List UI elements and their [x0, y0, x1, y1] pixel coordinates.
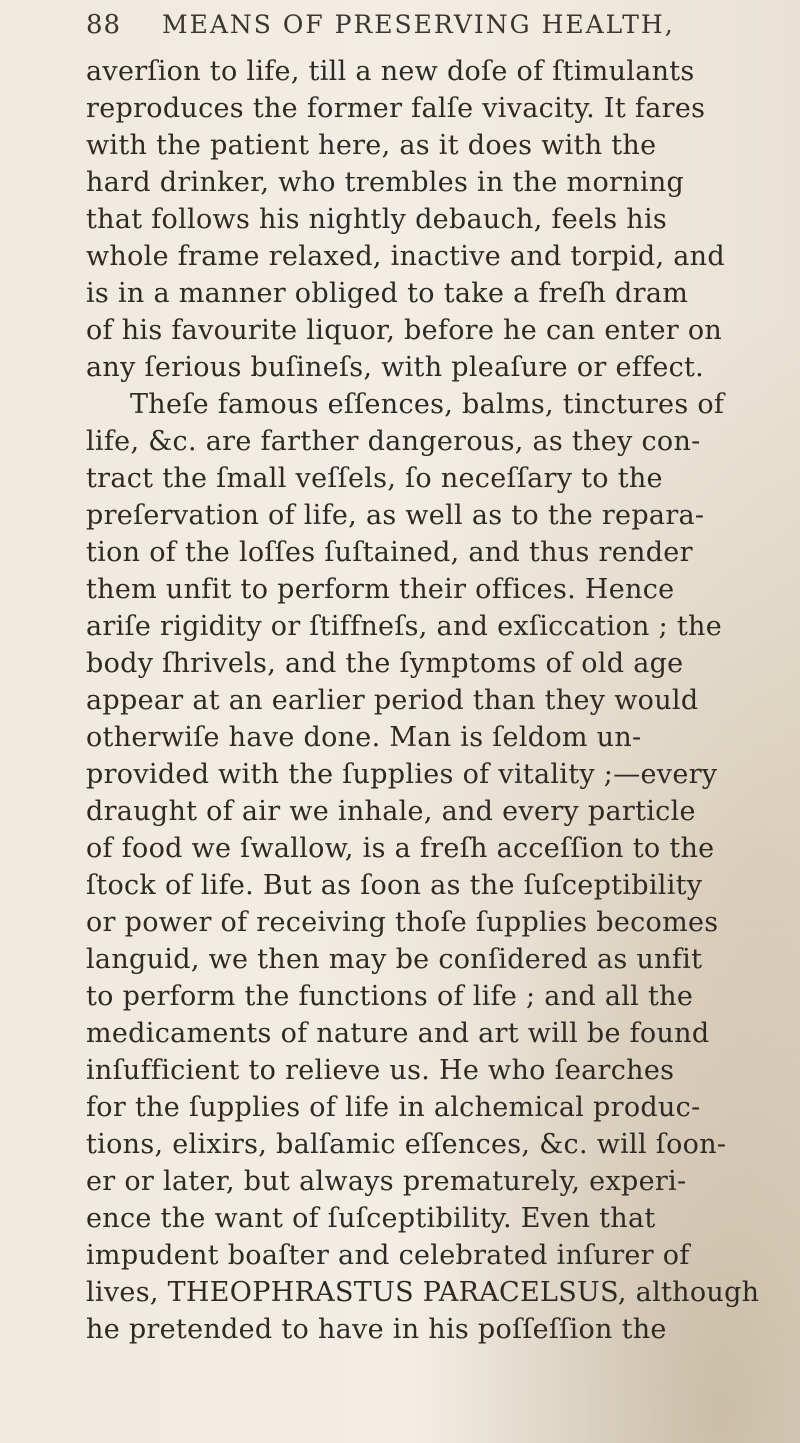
- text-line: ence the want of ſuſceptibility. Even that: [86, 1203, 656, 1234]
- body-text: [0, 56, 800, 1386]
- text-line: is in a manner obliged to take a freſh dram: [86, 278, 689, 309]
- text-line: with the patient here, as it does with the: [86, 130, 657, 161]
- text-line: reproduces the former falſe vivacity. It fares: [86, 93, 706, 124]
- text-line: body ſhrivels, and the ſymptoms of old age: [86, 648, 684, 679]
- text-line: that follows his nightly debauch, feels his: [86, 204, 668, 235]
- text-line: impudent boaſter and celebrated inſurer of: [86, 1240, 690, 1271]
- text-line: preſervation of life, as well as to the repara-: [86, 500, 705, 531]
- text-line: appear at an earlier period than they would: [86, 685, 699, 716]
- text-line: ſtock of life. But as ſoon as the ſuſceptibility: [86, 870, 703, 901]
- text-line: or power of receiving thoſe ſupplies becomes: [86, 907, 719, 938]
- text-line: of food we ſwallow, is a freſh acceſſion to the: [86, 833, 715, 864]
- text-line: tract the ſmall veſſels, ſo neceſſary to the: [86, 463, 663, 494]
- text-line: otherwiſe have done. Man is ſeldom un-: [86, 722, 642, 753]
- text-line: life, &c. are farther dangerous, as they con-: [86, 426, 701, 457]
- text-line: languid, we then may be conſidered as unfit: [86, 944, 703, 975]
- running-title: MEANS OF PRESERVING HEALTH,: [162, 10, 675, 39]
- text-line: provided with the ſupplies of vitality ;—every: [86, 759, 718, 790]
- text-line: inſufficient to relieve us. He who ſearches: [86, 1055, 675, 1086]
- text-line: averſion to life, till a new doſe of ſtimulants: [86, 56, 695, 87]
- text-line: of his favourite liquor, before he can enter on: [86, 315, 723, 346]
- text-line: them unfit to perform their offices. Hence: [86, 574, 675, 605]
- text-line: to perform the functions of life ; and all the: [86, 981, 694, 1012]
- text-line: er or later, but always prematurely, experi-: [86, 1166, 687, 1197]
- text-line: whole frame relaxed, inactive and torpid, and: [86, 241, 725, 272]
- page-number: 88: [86, 10, 122, 40]
- text-line: for the ſupplies of life in alchemical produc-: [86, 1092, 701, 1123]
- text-line: ariſe rigidity or ſtiffneſs, and exſiccation ; the: [86, 611, 722, 642]
- page-header: [86, 6, 746, 46]
- text-line: medicaments of nature and art will be found: [86, 1018, 710, 1049]
- text-line: Theſe famous eſſences, balms, tinctures of: [130, 389, 725, 420]
- text-line: any ſerious buſineſs, with pleaſure or effect.: [86, 352, 705, 383]
- text-line: hard drinker, who trembles in the morning: [86, 167, 685, 198]
- text-line: tions, elixirs, balſamic eſſences, &c. will ſoon-: [86, 1129, 727, 1160]
- text-line: he pretended to have in his poſſeſſion the: [86, 1314, 667, 1345]
- text-line: tion of the loſſes ſuſtained, and thus render: [86, 537, 693, 568]
- text-line: draught of air we inhale, and every particle: [86, 796, 696, 827]
- text-line: lives, THEOPHRASTUS PARACELSUS, although: [86, 1277, 760, 1308]
